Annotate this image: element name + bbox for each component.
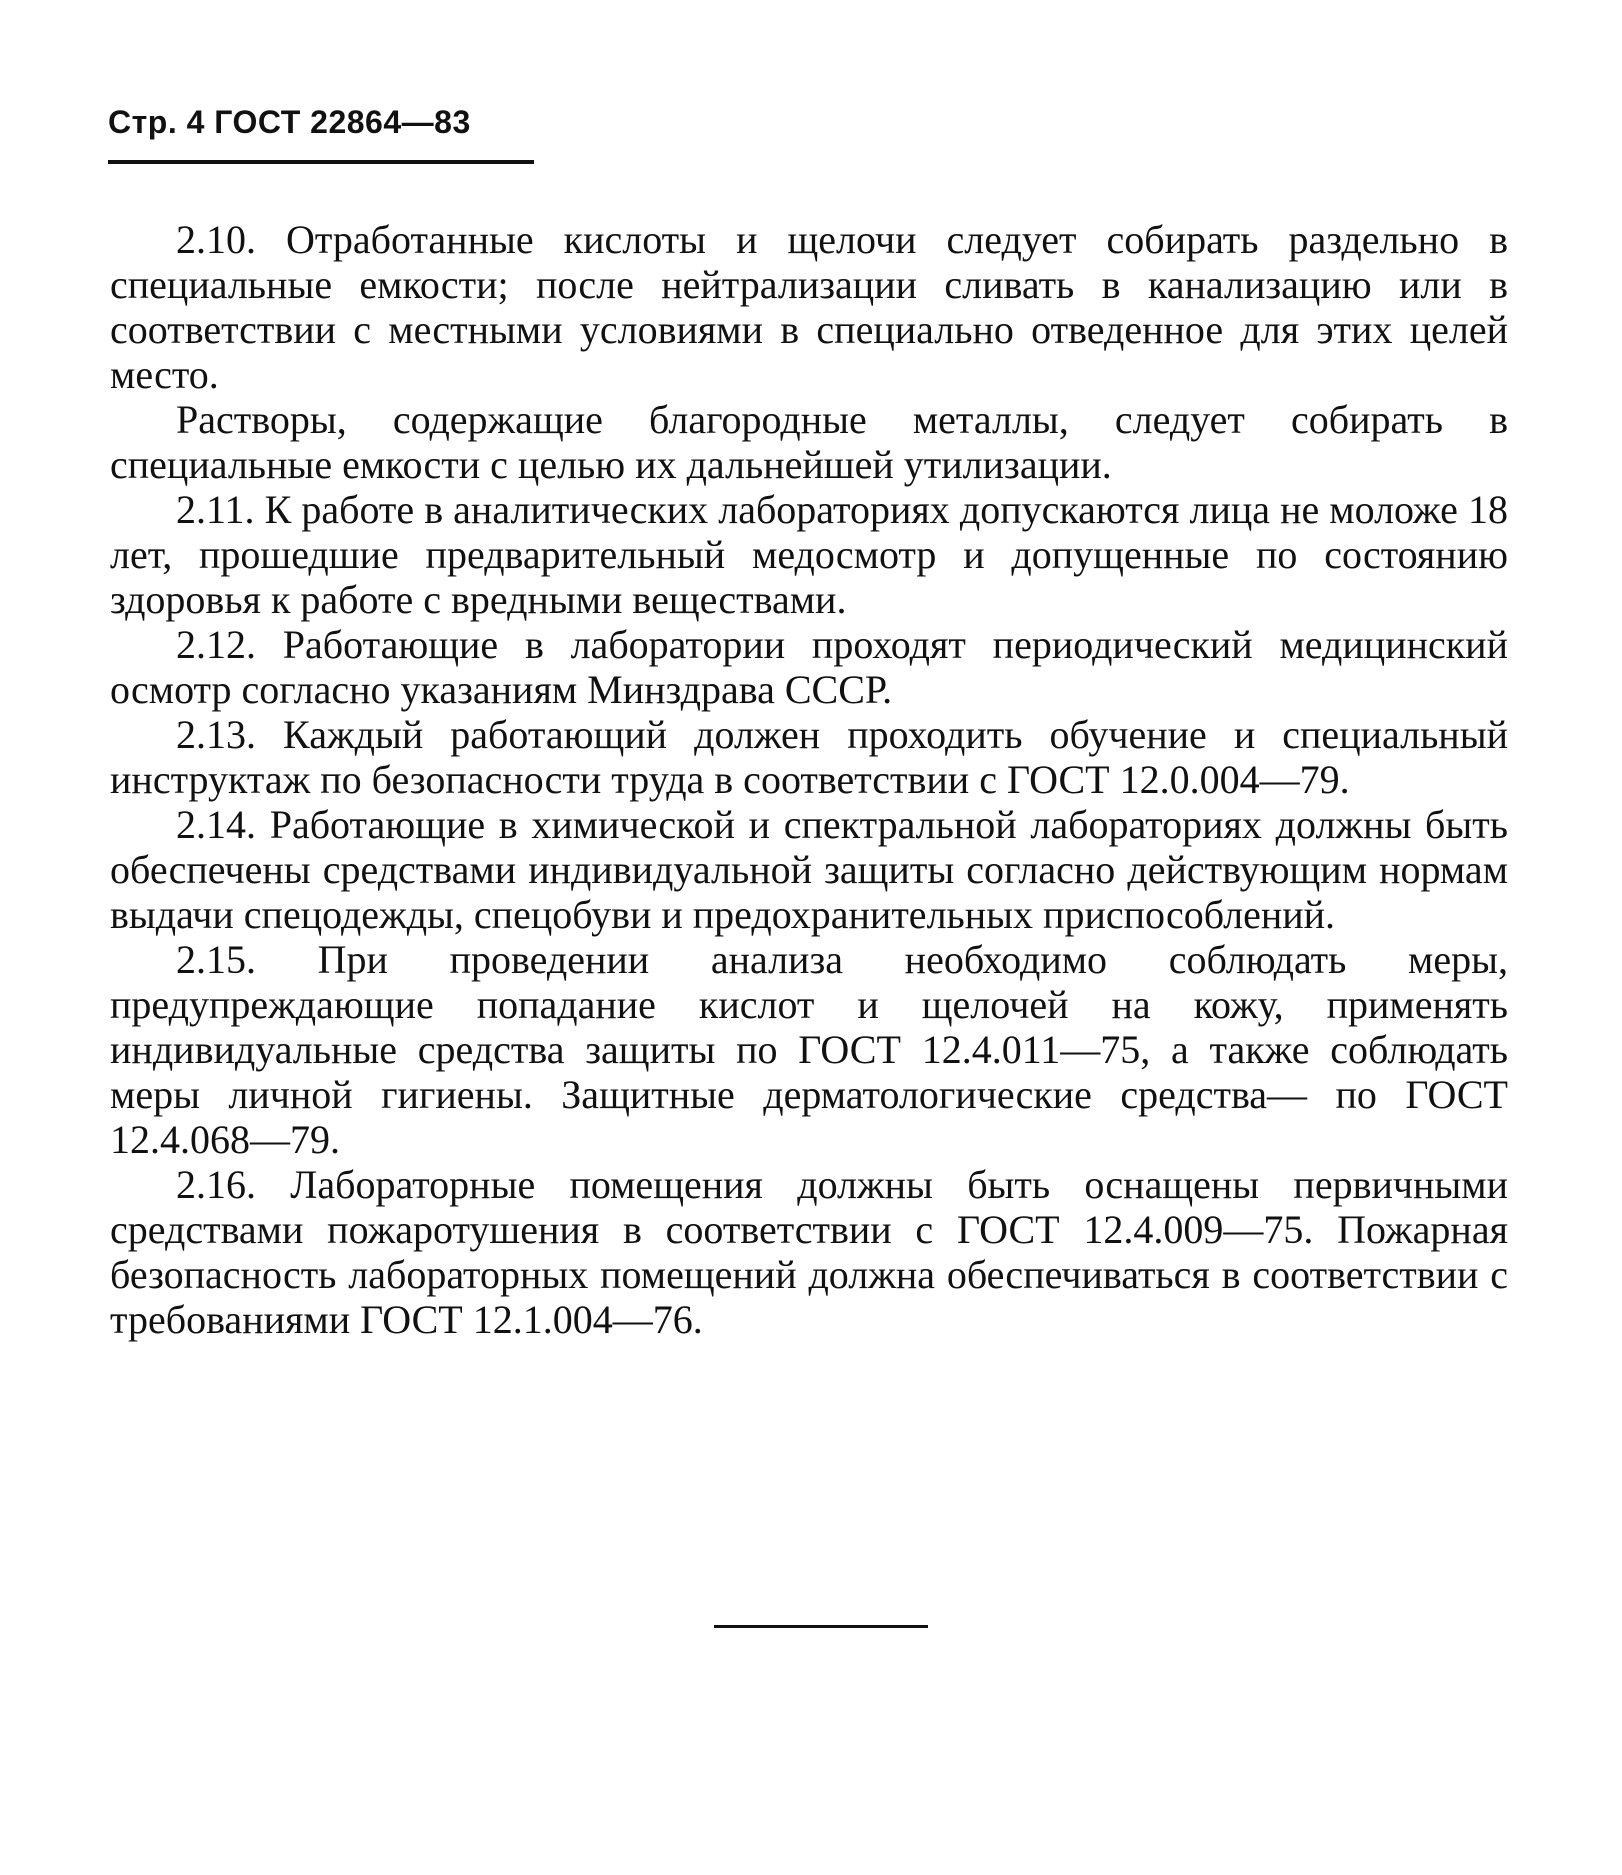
page-number: Стр. 4 — [108, 104, 205, 140]
document-body — [110, 217, 1508, 1342]
paragraph-precious-metals: Растворы, содержащие благородные металлы, следует собирать в специальные емкости с целью их дальнейшей утилизации. — [110, 397, 1508, 487]
paragraph-2-12: 2.12. Работающие в лаборатории проходят периодический медицинский осмотр согласно указаниям Минздрава СССР. — [110, 622, 1508, 712]
paragraph-2-13: 2.13. Каждый работающий должен проходить обучение и специальный инструктаж по безопасности труда в соответствии с ГОСТ 12.0.004—79. — [110, 712, 1508, 802]
paragraph-2-14: 2.14. Работающие в химической и спектральной лабораториях должны быть обеспечены средствами индивидуальной защиты согласно действующим нормам выдачи спецодежды, спецобуви и предохранительных приспособлений. — [110, 802, 1508, 937]
paragraph-2-16: 2.16. Лабораторные помещения должны быть оснащены первичными средствами пожаротушения в соответствии с ГОСТ 12.4.009—75. Пожарная безопасность лабораторных помещений должна обеспечиваться в соответствии с требованиями ГОСТ 12.1.004—76. — [110, 1162, 1508, 1342]
paragraph-2-11: 2.11. К работе в аналитических лабораториях допускаются лица не моложе 18 лет, прошедшие предварительный медосмотр и допущенные по состоянию здоровья к работе с вредными веществами. — [110, 487, 1508, 622]
running-header — [108, 104, 471, 141]
end-of-section-rule — [714, 1625, 928, 1628]
standard-designation: ГОСТ 22864—83 — [214, 104, 471, 140]
paragraph-2-10: 2.10. Отработанные кислоты и щелочи следует собирать раздельно в специальные емкости; после нейтрализации сливать в канализацию или в соответствии с местными условиями в специально отведенное для этих целей место. — [110, 217, 1508, 397]
paragraph-2-15: 2.15. При проведении анализа необходимо соблюдать меры, предупреждающие попадание кислот и щелочей на кожу, применять индивидуальные средства защиты по ГОСТ 12.4.011—75, а также соблюдать меры личной гигиены. Защитные дерматологические средства— по ГОСТ 12.4.068—79. — [110, 937, 1508, 1162]
header-rule — [108, 160, 534, 164]
